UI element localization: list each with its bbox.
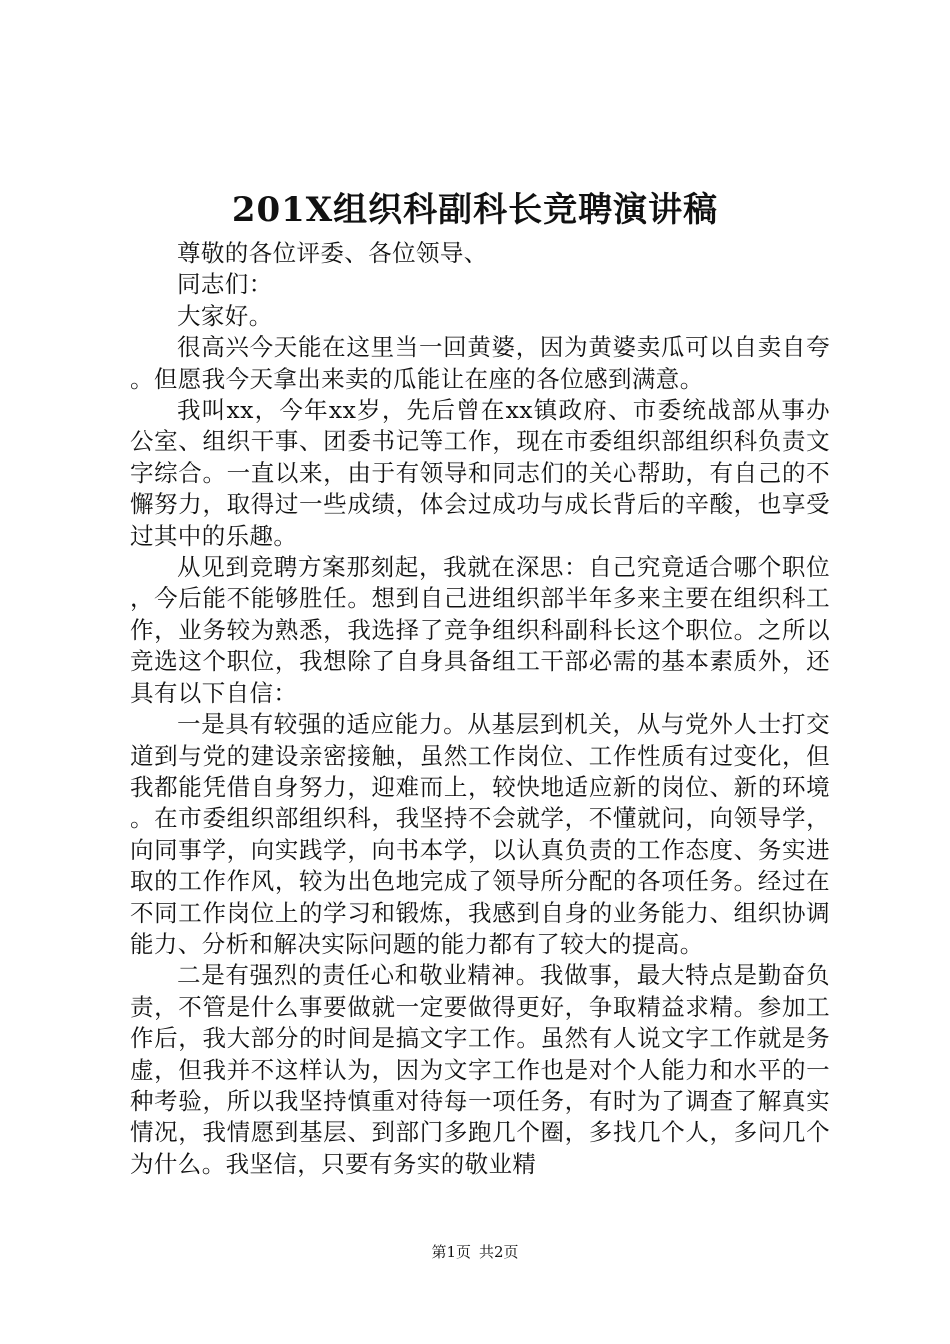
body-paragraph: 二是有强烈的责任心和敬业精神。我做事，最大特点是勤奋负责，不管是什么事要做就一定要做得更好，争取精益求精。参加工作后，我大部分的时间是搞文字工作。虽然有人说文字工作就是务虚，但我并不这样认为，因为文字工作也是对个人能力和水平的一种考验，所以我坚持慎重对待每一项任务，有时为了调查了解真实情况，我情愿到基层、到部门多跑几个圈，多找几个人，多问几个为什么。我坚信，只要有务实的敬业精 bbox=[130, 961, 830, 1178]
document-body bbox=[130, 238, 830, 1180]
page-total: 共2页 bbox=[479, 1243, 519, 1261]
body-paragraph: 很高兴今天能在这里当一回黄婆，因为黄婆卖瓜可以自卖自夸。但愿我今天拿出来卖的瓜能让在座的各位感到满意。 bbox=[130, 333, 830, 393]
body-paragraph: 从见到竞聘方案那刻起，我就在深思：自己究竟适合哪个职位，今后能不能够胜任。想到自己进组织部半年多来主要在组织科工作，业务较为熟悉，我选择了竞争组织科副科长这个职位。之所以竞选这个职位，我想除了自身具备组工干部必需的基本素质外，还具有以下自信： bbox=[130, 553, 830, 707]
greeting-line: 大家好。 bbox=[177, 301, 273, 330]
page-number: 第1页 bbox=[431, 1243, 471, 1261]
document-title: 201X组织科副科长竞聘演讲稿 bbox=[231, 190, 719, 230]
body-paragraph: 我叫xx，今年xx岁，先后曾在xx镇政府、市委统战部从事办公室、组织干事、团委书记等工作，现在市委组织部组织科负责文字综合。一直以来，由于有领导和同志们的关心帮助，有自己的不懈努力，取得过一些成绩，体会过成功与成长背后的辛酸，也享受过其中的乐趣。 bbox=[130, 396, 830, 550]
page-footer bbox=[0, 1242, 950, 1262]
body-paragraph: 一是具有较强的适应能力。从基层到机关，从与党外人士打交道到与党的建设亲密接触，虽然工作岗位、工作性质有过变化，但我都能凭借自身努力，迎难而上，较快地适应新的岗位、新的环境。在市委组织部组织科，我坚持不会就学，不懂就问，向领导学，向同事学，向实践学，向书本学，以认真负责的工作态度、务实进取的工作作风，较为出色地完成了领导所分配的各项任务。经过在不同工作岗位上的学习和锻炼，我感到自身的业务能力、组织协调能力、分析和解决实际问题的能力都有了较大的提高。 bbox=[130, 710, 830, 958]
salutation-line: 尊敬的各位评委、各位领导、 bbox=[177, 239, 488, 267]
salutation-line: 同志们： bbox=[177, 270, 273, 299]
